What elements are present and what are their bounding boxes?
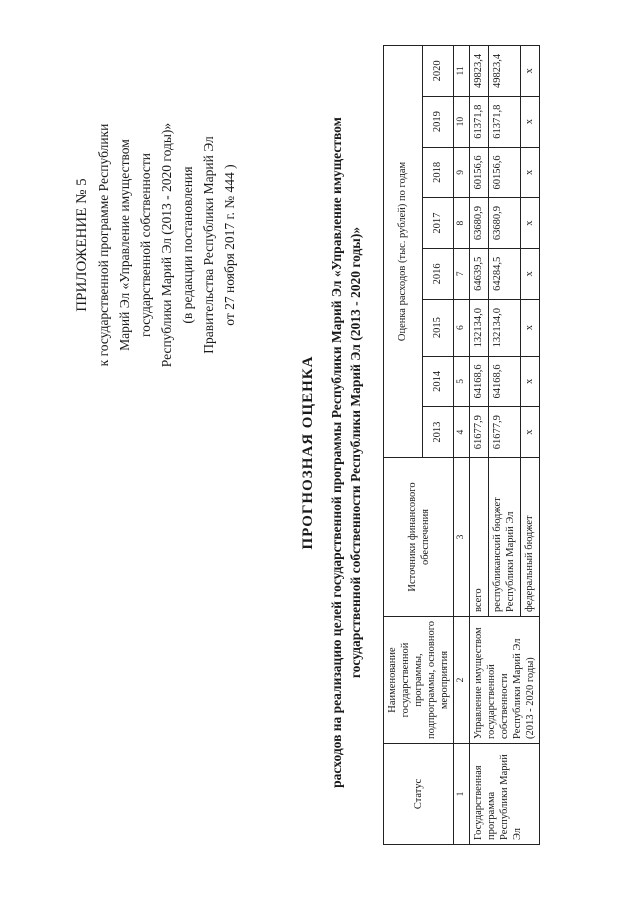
header-status: Статус — [384, 744, 454, 845]
appendix-line: Правительства Республики Марий Эл — [201, 136, 216, 354]
table-row — [470, 46, 489, 845]
value-cell: x — [521, 356, 540, 407]
program-status: Государственная программа Республики Марий Эл — [470, 744, 540, 845]
header-name: Наименование государственной программы, подпрограммы, основного мероприятия — [384, 617, 454, 744]
heading-subtitle-line: расходов на реализацию целей государственной программы Республики Марий Эл «Управление имуществом — [329, 117, 344, 788]
column-number: 7 — [454, 248, 470, 299]
estimate-table — [383, 45, 540, 845]
value-cell: 60156,6 — [470, 147, 489, 198]
column-number: 4 — [454, 407, 470, 458]
value-cell: 64168,6 — [488, 356, 520, 407]
header-year: 2013 — [422, 407, 454, 458]
value-cell: 63680,9 — [488, 198, 520, 249]
column-number: 10 — [454, 96, 470, 147]
column-number: 11 — [454, 46, 470, 97]
appendix-line: Марий Эл «Управление имуществом — [117, 139, 132, 351]
appendix-line: к государственной программе Республики — [96, 123, 111, 367]
appendix-title: ПРИЛОЖЕНИЕ № 5 — [74, 178, 90, 312]
value-cell: x — [521, 147, 540, 198]
value-cell: 64639,5 — [470, 248, 489, 299]
header-year: 2020 — [422, 46, 454, 97]
value-cell: 60156,6 — [488, 147, 520, 198]
value-cell: x — [521, 248, 540, 299]
value-cell: 64284,5 — [488, 248, 520, 299]
header-year: 2018 — [422, 147, 454, 198]
value-cell: 49823,4 — [488, 46, 520, 97]
column-number: 9 — [454, 147, 470, 198]
column-number: 1 — [454, 744, 470, 845]
appendix-line: государственной собственности — [138, 152, 153, 338]
header-year: 2016 — [422, 248, 454, 299]
value-cell: x — [521, 299, 540, 356]
value-cell: 61677,9 — [488, 407, 520, 458]
source-cell: республиканский бюджет Республики Марий Эл — [488, 458, 520, 617]
value-cell: 64168,6 — [470, 356, 489, 407]
source-cell: всего — [470, 458, 489, 617]
column-number: 2 — [454, 617, 470, 744]
value-cell: 132134,0 — [470, 299, 489, 356]
header-year: 2017 — [422, 198, 454, 249]
appendix-line: (в редакции постановления — [180, 166, 195, 324]
value-cell: 61677,9 — [470, 407, 489, 458]
heading-title: ПРОГНОЗНАЯ ОЦЕНКА — [300, 355, 316, 550]
header-year: 2019 — [422, 96, 454, 147]
value-cell: x — [521, 407, 540, 458]
value-cell: 63680,9 — [470, 198, 489, 249]
value-cell: 61371,8 — [470, 96, 489, 147]
header-estimate: Оценка расходов (тыс. рублей) по годам — [384, 46, 423, 458]
column-number: 5 — [454, 356, 470, 407]
column-number: 8 — [454, 198, 470, 249]
value-cell: 49823,4 — [470, 46, 489, 97]
value-cell: x — [521, 46, 540, 97]
value-cell: 132134,0 — [488, 299, 520, 356]
heading-subtitle-line: государственной собственности Республики Марий Эл (2013 - 2020 годы)» — [348, 226, 363, 679]
value-cell: x — [521, 96, 540, 147]
column-number: 3 — [454, 458, 470, 617]
table-header-row — [384, 46, 423, 845]
value-cell: x — [521, 198, 540, 249]
column-number: 6 — [454, 299, 470, 356]
document-heading — [300, 30, 365, 875]
header-year: 2014 — [422, 356, 454, 407]
appendix-block — [72, 80, 240, 410]
header-year: 2015 — [422, 299, 454, 356]
appendix-line: от 27 ноября 2017 г. № 444 ) — [222, 164, 237, 326]
source-cell: федеральный бюджет — [521, 458, 540, 617]
appendix-line: Республики Марий Эл (2013 - 2020 годы)» — [159, 122, 174, 368]
column-numbers-row — [454, 46, 470, 845]
header-source: Источники финансового обеспечения — [384, 458, 454, 617]
value-cell: 61371,8 — [488, 96, 520, 147]
program-name: Управление имуществом государственной собственности Республики Марий Эл (2013 - 2020 годы) — [470, 617, 540, 744]
